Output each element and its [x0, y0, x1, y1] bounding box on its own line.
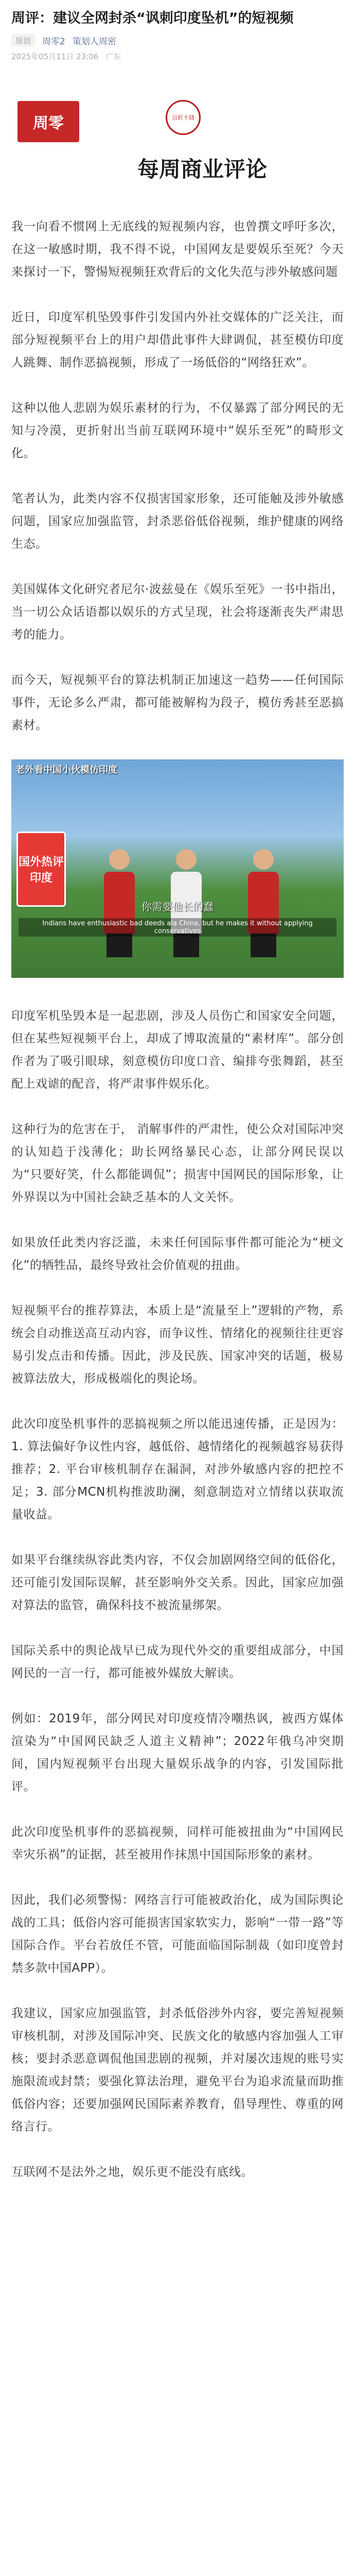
- article-paragraph: 而今天，短视频平台的算法机制正加速这一趋势——任何国际事件，无论多么严肃，都可能被解构为段子，模仿秀甚至恶搞素材。: [11, 673, 344, 732]
- article-paragraph: 例如：2019年，部分网民对印度疫情冷嘲热讽，被西方媒体渲染为“中国网民缺乏人道主义精神”；2022年俄乌冲突期间，国内短视频平台出现大量娱乐战争的内容，引发国际批评。: [11, 1712, 344, 1793]
- article-paragraph: 此次印度坠机事件的恶搞视频，同样可能被扭曲为“中国网民幸灾乐祸”的证据，甚至被用作抹黑中国国际形象的素材。: [11, 1825, 344, 1861]
- publish-date: 2025年05月11日 23:06: [11, 52, 99, 61]
- article-paragraph: 短视频平台的推荐算法，本质上是“流量至上”逻辑的产物，系统会自动推送高互动内容，而争议性、情绪化的视频往往更容易引发点击和传播。因此，涉及民族、国家冲突的话题，极易被算法放大，形成极端化的舆论场。: [11, 1304, 344, 1385]
- article-meta-secondary: [11, 51, 344, 62]
- video-badge: 国外热评印度: [16, 832, 66, 907]
- account-link[interactable]: 策划人周密: [72, 37, 116, 47]
- article-paragraph: 笔者认为，此类内容不仅损害国家形象，还可能触及涉外敏感问题，国家应加强监管，封杀恶俗低俗视频，维护健康的网络生态。: [11, 492, 344, 551]
- article-paragraph: 因此，我们必须警惕：网络言行可能被政治化，成为国际舆论战的工具；低俗内容可能损害国家软实力，影响“一带一路”等国际合作。平台若放任不管，可能面临国际制裁（如印度曾封禁多款中国APP）。: [11, 1893, 344, 1975]
- article-paragraph: 此次印度坠机事件的恶搞视频之所以能迅速传播，正是因为：1. 算法偏好争议性内容，越低俗、越情绪化的视频越容易获得推荐；2. 平台审核机制存在漏洞，对涉外敏感内容的把控不足；3. 部分MCN机构推波助澜，刻意制造对立情绪以获取流量收益。: [11, 1417, 344, 1521]
- seal-icon: 百折不挠: [166, 100, 201, 135]
- author-name[interactable]: 周零2: [42, 37, 65, 47]
- article-paragraph: 我一向看不惯网上无底线的短视频内容，也曾撰文呼吁多次，在这一敏感时期，我不得不说，中国网友是要娱乐至死？今天来探讨一下，警惕短视频狂欢背后的文化失范与涉外敏感问题: [11, 220, 344, 279]
- video-subtitle-cn: 你需要他长的蠢: [141, 901, 214, 913]
- brand-banner: [11, 79, 344, 202]
- brand-logo: 周零: [17, 101, 79, 142]
- article-paragraph: 印度军机坠毁本是一起悲剧，涉及人员伤亡和国家安全问题，但在某些短视频平台上，却成了博取流量的“素材库”。部分创作者为了吸引眼球，刻意模仿印度口音、编排夸张舞蹈，甚至配上戏谑的配音，将严肃事件娱乐化。: [11, 1009, 344, 1091]
- article: [0, 7, 355, 2183]
- article-meta: [11, 34, 344, 47]
- article-title: 周评：建议全网封杀“讽刺印度坠机”的短视频: [11, 10, 294, 26]
- article-paragraph: 近日，印度军机坠毁事件引发国内外社交媒体的广泛关注，而部分短视频平台上的用户却借此事件大肆调侃，甚至模仿印度人跳舞、制作恶搞视频，形成了一场低俗的“网络狂欢”。: [11, 311, 344, 369]
- article-paragraph: 国际关系中的舆论战早已成为现代外交的重要组成部分，中国网民的一言一行，都可能被外媒放大解读。: [11, 1644, 344, 1680]
- paragraph-group-a: [11, 215, 344, 737]
- publish-location: 广东: [105, 52, 121, 61]
- video-caption-top: 老外看中国小伙模仿印度: [15, 765, 117, 775]
- video-screenshot[interactable]: [11, 759, 344, 978]
- article-paragraph: 美国媒体文化研究者尼尔·波兹曼在《娱乐至死》一书中指出，当一切公众话语都以娱乐的方式呈现，社会将逐渐丧失严肃思考的能力。: [11, 583, 344, 641]
- paragraph-group-b: [11, 1005, 344, 2183]
- original-tag: 原创: [11, 34, 35, 47]
- article-paragraph: 如果放任此类内容泛滥，未来任何国际事件都可能沦为“梗文化”的牺牲品，最终导致社会价值观的扭曲。: [11, 1236, 344, 1272]
- article-paragraph: 我建议，国家应加强监管，封杀低俗涉外内容，要完善短视频审核机制，对涉及国际冲突、民族文化的敏感内容加强人工审核；要封杀恶意调侃他国悲剧的视频，并对屡次违规的账号实施限流或封禁；要强化算法治理，避免平台为追求流量而助推低俗内容；还要加强网民国际素养教育，倡导理性、尊重的网络言行。: [11, 2007, 344, 2133]
- article-paragraph: 这种行为的危害在于， 消解事件的严肃性，使公众对国际冲突的认知趋于浅薄化；助长网络暴民心态，让部分网民误以为“只要好笑，什么都能调侃”；损害中国网民的国际形象，让外界误以为中国社会缺乏基本的人文关怀。: [11, 1123, 344, 1204]
- article-paragraph: 这种以他人悲剧为娱乐素材的行为，不仅暴露了部分网民的无知与冷漠，更折射出当前互联网环境中“娱乐至死”的畸形文化。: [11, 401, 344, 460]
- article-paragraph: 互联网不是法外之地，娱乐更不能没有底线。: [11, 2165, 253, 2179]
- brand-name: 每周商业评论: [137, 157, 268, 182]
- article-paragraph: 如果平台继续纵容此类内容，不仅会加剧网络空间的低俗化，还可能引发国际误解，甚至影响外交关系。因此，国家应加强对算法的监管，确保科技不被流量绑架。: [11, 1553, 344, 1612]
- video-subtitle-en: Indians have enthusiastic bad deeds ala China, but he makes it without applying conservatives: [19, 918, 336, 937]
